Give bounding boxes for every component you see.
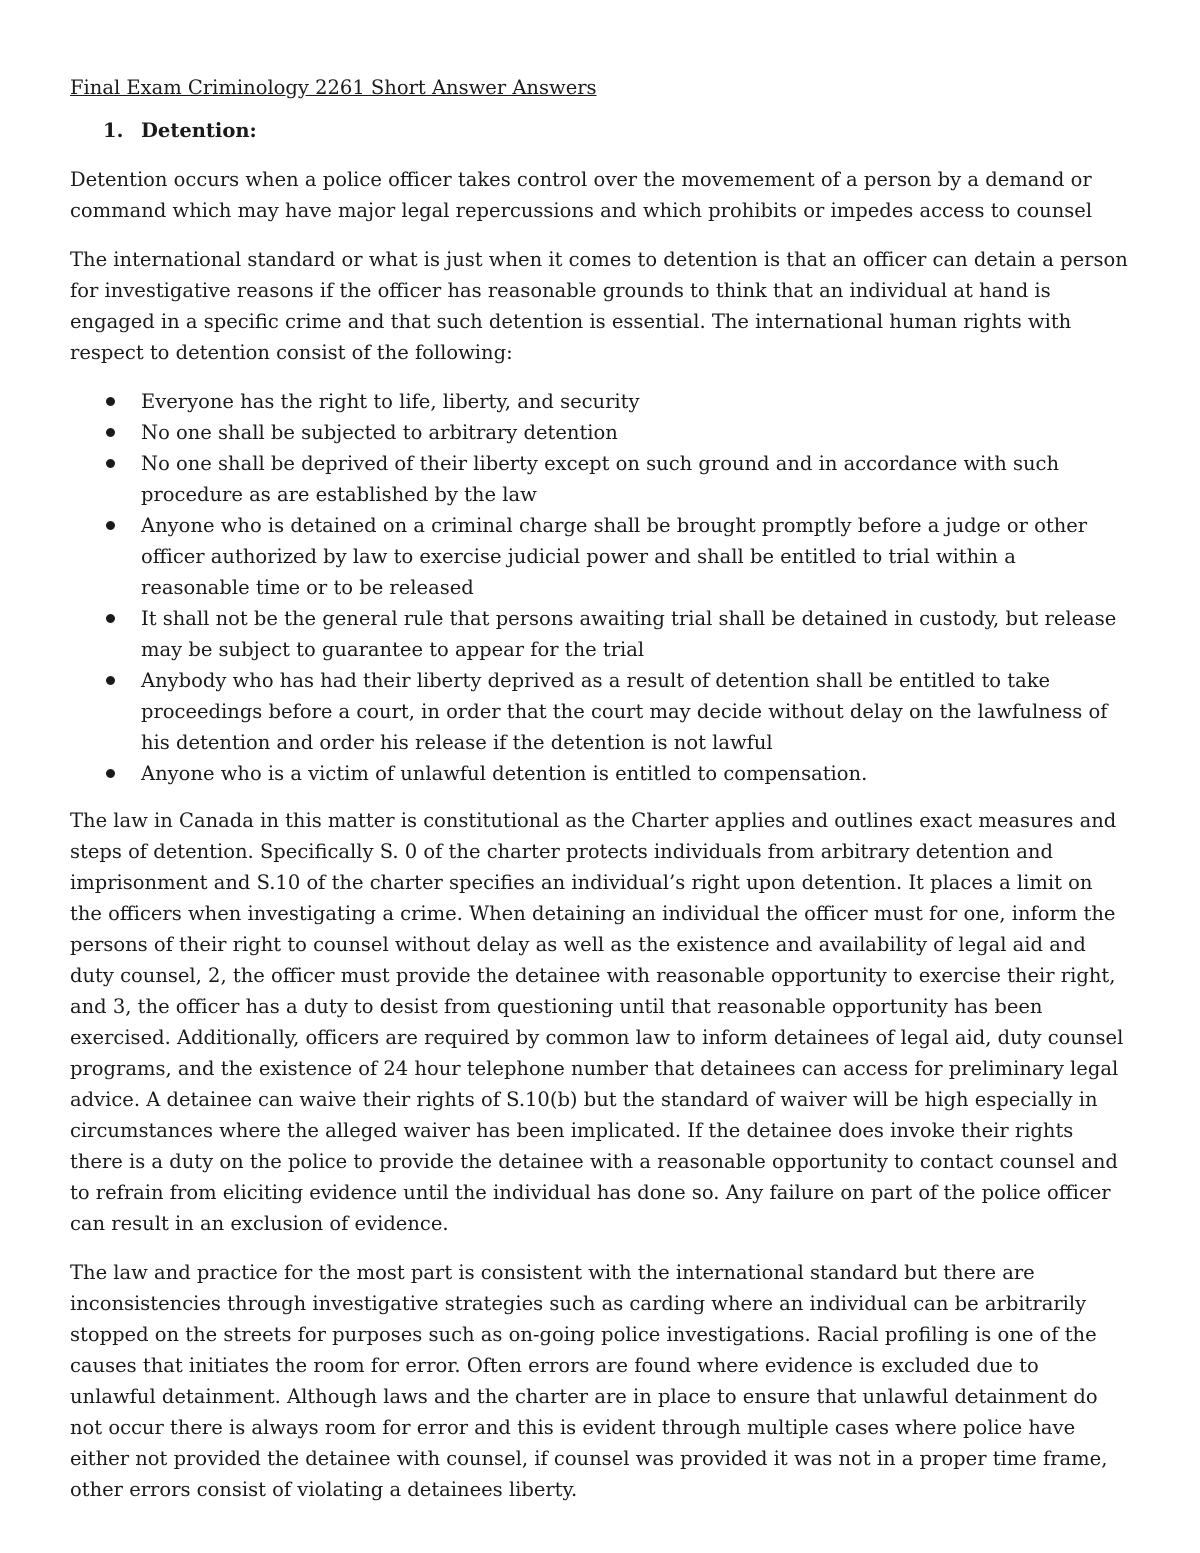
list-item: It shall not be the general rule that persons awaiting trial shall be detained in custody, but release may be subject to guarantee to appear for the trial [70, 603, 1130, 665]
definition-paragraph: Detention occurs when a police officer takes control over the movemement of a person by a demand or command which may have major legal repercussions and which prohibits or impedes access to counsel [70, 168, 1093, 222]
rights-list [70, 386, 1130, 789]
canada-law-paragraph: The law in Canada in this matter is constitutional as the Charter applies and outlines exact measures and steps of detention. Specifically S. 0 of the charter protects individuals from arbitrary detention and imprisonment and S.10 of the charter specifies an individual’s right upon detention. It places a limit on the officers when investigating a crime. When detaining an individual the officer must for one, inform the persons of their right to counsel without delay as well as the existence and availability of legal aid and duty counsel, 2, the officer must provide the detainee with reasonable opportunity to exercise their right, and 3, the officer has a duty to desist from questioning until that reasonable opportunity has been exercised. Additionally, officers are required by common law to inform detainees of legal aid, duty counsel programs, and the existence of 24 hour telephone number that detainees can access for preliminary legal advice. A detainee can waive their rights of S.10(b) but the standard of waiver will be high especially in circumstances where the alleged waiver has been implicated. If the detainee does invoke their rights there is a duty on the police to provide the detainee with a reasonable opportunity to contact counsel and to refrain from eliciting evidence until the individual has done so. Any failure on part of the police officer can result in an exclusion of evidence. [70, 809, 1124, 1235]
section-heading-text: Detention: [141, 119, 257, 142]
list-item: Anyone who is detained on a criminal charge shall be brought promptly before a judge or other officer authorized by law to exercise judicial power and shall be entitled to trial within a reasonable time or to be released [70, 510, 1130, 603]
international-standard-paragraph: The international standard or what is just when it comes to detention is that an officer can detain a person for investigative reasons if the officer has reasonable grounds to think that an individual at hand is engaged in a specific crime and that such detention is essential. The international human rights with respect to detention consist of the following: [70, 248, 1128, 364]
document-title: Final Exam Criminology 2261 Short Answer Answers [70, 76, 597, 99]
list-item: Anybody who has had their liberty deprived as a result of detention shall be entitled to take proceedings before a court, in order that the court may decide without delay on the lawfulness of his detention and order his release if the detention is not lawful [70, 665, 1130, 758]
list-item: Anyone who is a victim of unlawful detention is entitled to compensation. [70, 758, 1130, 789]
law-and-practice-paragraph: The law and practice for the most part is consistent with the international standard but there are inconsistencies through investigative strategies such as carding where an individual can be arbitrarily stopped on the streets for purposes such as on-going police investigations. Racial profiling is one of the causes that initiates the room for error. Often errors are found where evidence is excluded due to unlawful detainment. Although laws and the charter are in place to ensure that unlawful detainment do not occur there is always room for error and this is evident through multiple cases where police have either not provided the detainee with counsel, if counsel was provided it was not in a proper time frame, other errors consist of violating a detainees liberty. [70, 1261, 1108, 1501]
list-item: No one shall be deprived of their liberty except on such ground and in accordance with such procedure as are established by the law [70, 448, 1130, 510]
list-item: Everyone has the right to life, liberty, and security [70, 386, 1130, 417]
document-page [70, 72, 1130, 1523]
list-item: No one shall be subjected to arbitrary detention [70, 417, 1130, 448]
section-number: 1. [103, 119, 124, 142]
section-heading [70, 115, 1130, 146]
